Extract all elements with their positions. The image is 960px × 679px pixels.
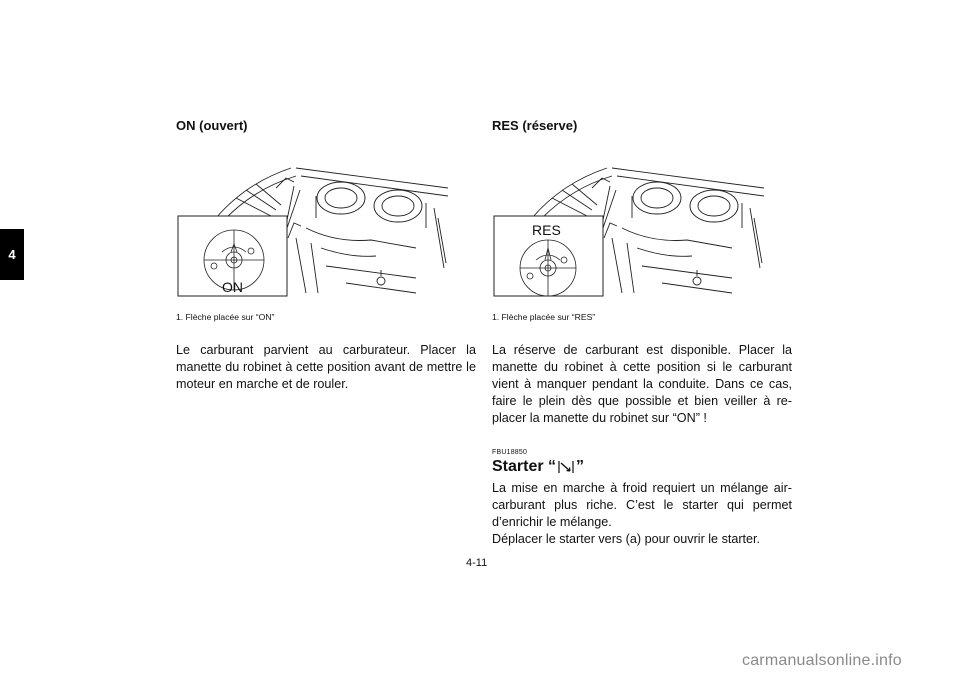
res-paragraph: La réserve de carburant est disponible. Placer la manette du robinet à cette position si le carburant vient à manquer pendant la conduite. Dans ce cas, faire le plein dès que possible et bien veiller à re-placer la manette du robinet sur “ON” ! xyxy=(492,343,792,425)
starter-paragraph-1: La mise en marche à froid requiert un mélange air-carburant plus riche. C’est le starter qui permet d’enrichir le mélange. xyxy=(492,481,792,529)
starter-title-suffix: ” xyxy=(576,458,585,475)
choke-icon xyxy=(557,459,575,475)
fuel-cock-res-illustration xyxy=(492,148,766,298)
fuel-cock-on-illustration xyxy=(176,148,450,298)
res-caption: 1. Flèche placée sur “RES” xyxy=(492,312,596,322)
on-caption: 1. Flèche placée sur “ON” xyxy=(176,312,275,322)
watermark: carmanualsonline.info xyxy=(742,652,902,669)
page-number: 4-11 xyxy=(466,557,488,569)
res-heading: RES (réserve) xyxy=(492,118,578,133)
res-figure-label: RES xyxy=(532,222,561,238)
right-column xyxy=(492,118,792,548)
starter-title-prefix: Starter “ xyxy=(492,458,557,475)
chapter-tab xyxy=(0,229,24,280)
starter-section-title xyxy=(492,458,792,476)
on-figure-label: ON xyxy=(222,279,243,295)
on-paragraph: Le carburant parvient au carburateur. Placer la manette du robinet à cette position avant de mettre le moteur en marche et de rouler. xyxy=(176,343,476,391)
fuel-cock-on-drawing xyxy=(176,148,450,298)
on-heading: ON (ouvert) xyxy=(176,118,248,133)
left-column xyxy=(176,118,476,393)
starter-paragraph-2: Déplacer le starter vers (a) pour ouvrir le starter. xyxy=(492,532,761,546)
chapter-tab-number: 4 xyxy=(8,247,16,262)
section-code: FBU18850 xyxy=(492,449,528,456)
